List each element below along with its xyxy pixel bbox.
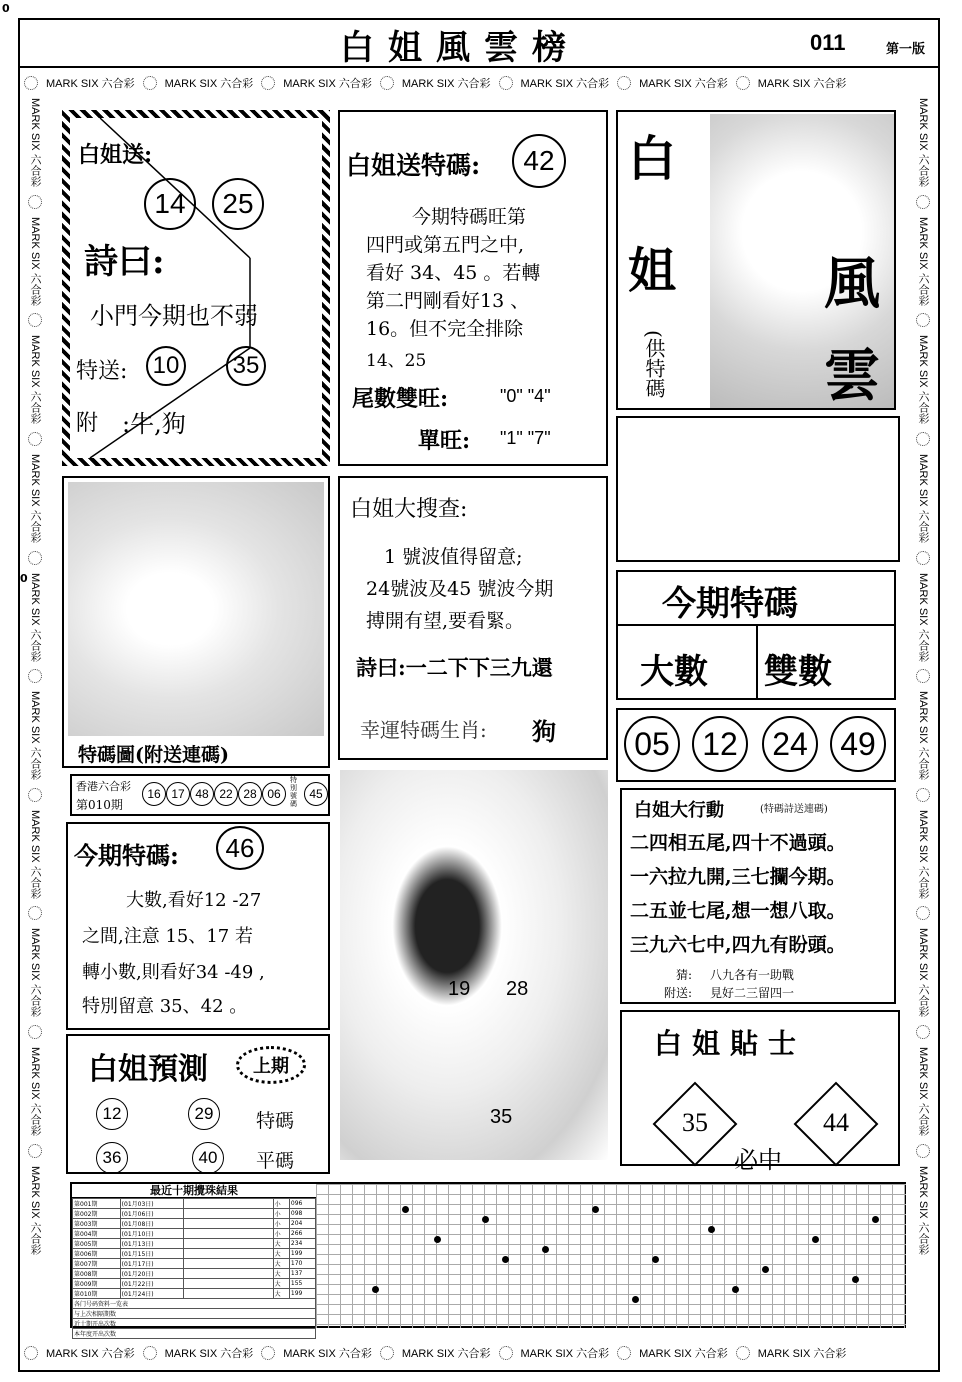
box8-row2-label: 平碼 xyxy=(256,1150,295,1172)
banner-text: MARK SIX 六合彩 xyxy=(917,335,929,424)
flower-icon xyxy=(28,551,42,565)
photo-num-3: 35 xyxy=(490,1106,513,1128)
box7-line-3: 轉小數,則看好34 -49 , xyxy=(82,962,265,983)
hk-num-6: 06 xyxy=(262,782,286,806)
banner-left xyxy=(24,98,46,1338)
box2-line-2: 四門或第五門之中, xyxy=(366,234,525,256)
issue-number: 011 xyxy=(810,30,846,55)
box1-tesong-num-1: 10 xyxy=(146,346,186,386)
banner-text: MARK SIX 六合彩 xyxy=(401,1348,491,1360)
banner-right xyxy=(912,98,934,1338)
results-left xyxy=(72,1184,316,1338)
box2-heading: 白姐送特碼: xyxy=(346,151,481,180)
box10-num-2: 44 xyxy=(823,1108,849,1137)
box2-line-3: 看好 34、45 。若轉 xyxy=(366,262,541,284)
banner-text: MARK SIX 六合彩 xyxy=(757,1348,847,1360)
table-row: 第001期 (01月03日) 小 096 xyxy=(73,1199,316,1209)
flower-icon xyxy=(28,313,42,327)
banner-text: MARK SIX 六合彩 xyxy=(29,572,41,662)
box7-heading: 今期特碼: xyxy=(74,841,179,870)
flower-icon xyxy=(28,432,42,446)
box4-lucky-val: 狗 xyxy=(532,717,556,746)
box2-single-vals: "1" "7" xyxy=(500,428,551,448)
box8-badge: 上期 xyxy=(236,1046,306,1084)
banner-text: MARK SIX 六合彩 xyxy=(29,928,41,1017)
result-dot xyxy=(812,1236,819,1243)
flower-icon xyxy=(916,432,930,446)
results-title: 最近十期攪珠結果 xyxy=(72,1184,316,1198)
banner-text: MARK SIX 六合彩 xyxy=(29,216,41,306)
banner-text: MARK SIX 六合彩 xyxy=(917,216,929,306)
table-row: 第002期 (01月06日) 小 098 xyxy=(73,1209,316,1219)
hk-label-2: 第010期 xyxy=(76,798,123,812)
box5-right: 雙數 xyxy=(764,652,832,692)
result-dot xyxy=(434,1236,441,1243)
corner-mark-mid: 0 xyxy=(20,572,28,585)
flower-icon xyxy=(380,1346,394,1360)
box5-left: 大數 xyxy=(640,652,708,692)
box9-line-3: 二五並七尾,想一想八取。 xyxy=(630,900,846,922)
box1-tesong-label: 特送: xyxy=(76,359,128,384)
box9-sub: (特碼詩送連碼) xyxy=(760,804,828,815)
flower-icon xyxy=(617,76,631,90)
box4-line-2: 24號波及45 號波今期 xyxy=(366,578,554,600)
box3-vert-2: 姐 xyxy=(628,243,677,299)
banner-text: MARK SIX 六合彩 xyxy=(283,1348,372,1360)
box4-poem: 詩曰:一二下下三九還 xyxy=(356,655,553,680)
box1-heading: 白姐送: xyxy=(78,142,153,168)
banner-text: MARK SIX 六合彩 xyxy=(917,1165,929,1255)
banner-text: MARK SIX 六合彩 xyxy=(917,691,929,780)
hk-num-5: 28 xyxy=(238,782,262,806)
box4-line-1: 1 號波值得留意; xyxy=(384,546,523,568)
hk-num-4: 22 xyxy=(214,782,238,806)
box1-num-2: 25 xyxy=(212,178,264,230)
result-dot xyxy=(872,1216,879,1223)
banner-text: MARK SIX 六合彩 xyxy=(757,78,847,90)
table-row: 第004期 (01月10日) 小 266 xyxy=(73,1229,316,1239)
table-row: 第006期 (01月15日) 大 199 xyxy=(73,1249,316,1259)
box9-guess-label: 猜: xyxy=(676,968,693,982)
box3-vert-3: 風 xyxy=(824,251,880,317)
result-dot xyxy=(502,1256,509,1263)
box9-line-2: 一六拉九開,三七攔今期。 xyxy=(630,866,846,888)
result-dot xyxy=(482,1216,489,1223)
box1-fu-text: :牛,狗 xyxy=(122,410,186,438)
table-row: 各门号码资料一览表 xyxy=(73,1299,316,1309)
result-dot xyxy=(542,1246,549,1253)
page-title: 白姐風雲榜 xyxy=(340,28,580,68)
flower-icon xyxy=(28,669,42,683)
box3-small: (供特碼 xyxy=(642,330,666,398)
photo-num-2: 28 xyxy=(506,978,529,1000)
table-row: 第009期 (01月22日) 大 155 xyxy=(73,1279,316,1289)
box1-tesong-num-2: 35 xyxy=(226,346,266,386)
box9-line-1: 二四相五尾,四十不過頭。 xyxy=(630,832,846,854)
flower-icon xyxy=(617,1346,631,1360)
box2-line-5: 16。但不完全排除 xyxy=(366,318,524,340)
box2-line-6: 14、25 xyxy=(366,351,427,371)
box4-line-3: 搏開有望,要看緊。 xyxy=(366,610,525,632)
photo-num-1: 19 xyxy=(448,978,471,1000)
banner-text: MARK SIX 六合彩 xyxy=(46,1348,135,1360)
box7-num: 46 xyxy=(216,826,264,870)
flower-icon xyxy=(916,1025,930,1039)
flower-icon xyxy=(916,551,930,565)
illustration-caption: 特碼圖(附送連碼) xyxy=(78,744,229,766)
result-dot xyxy=(372,1286,379,1293)
box10-num-1: 35 xyxy=(682,1108,708,1137)
flower-icon xyxy=(28,906,42,920)
flower-icon xyxy=(736,1346,750,1360)
box5-divider-v xyxy=(756,624,758,700)
box10-note: 必中 xyxy=(734,1146,782,1174)
box2-line-4: 第二門剛看好13 、 xyxy=(366,290,530,312)
banner-bottom xyxy=(24,1342,904,1364)
blank-box xyxy=(616,416,900,562)
flower-icon xyxy=(916,195,930,209)
box2-tail-vals: "0" "4" xyxy=(500,386,551,406)
box2-tail-label: 尾數雙旺: xyxy=(352,386,449,412)
banner-text: MARK SIX 六合彩 xyxy=(46,78,135,90)
box8-row1-b: 29 xyxy=(188,1098,220,1130)
banner-text: MARK SIX 六合彩 xyxy=(520,1348,610,1360)
banner-text: MARK SIX 六合彩 xyxy=(520,78,610,90)
hk-special: 45 xyxy=(304,782,328,806)
box8-heading: 白姐預測 xyxy=(88,1052,208,1087)
box8-row2-b: 40 xyxy=(192,1142,224,1174)
photo-box xyxy=(340,770,608,1160)
box2-single-label: 單旺: xyxy=(418,428,471,454)
box8-row1-label: 特碼 xyxy=(256,1110,295,1132)
hk-label-1: 香港六合彩 xyxy=(76,780,131,793)
banner-text: MARK SIX 六合彩 xyxy=(917,1047,929,1136)
hk-special-label: 特別號碼 xyxy=(290,776,297,808)
result-dot xyxy=(852,1276,859,1283)
box8-row1-a: 12 xyxy=(96,1098,128,1130)
table-row: 与上次相隔期数 xyxy=(73,1309,316,1319)
flower-icon xyxy=(24,1346,38,1360)
illustration-image xyxy=(68,482,324,736)
table-row: 第010期 (01月24日) 大 199 xyxy=(73,1289,316,1299)
box7-line-4: 特別留意 35、42 。 xyxy=(82,996,248,1017)
box1-fu-label: 附 xyxy=(76,411,99,436)
box1-poem-label: 詩曰: xyxy=(84,242,165,282)
box1-num-1: 14 xyxy=(144,178,196,230)
box9-fu-label: 附送: xyxy=(664,986,693,1000)
flower-icon xyxy=(261,76,275,90)
flower-icon xyxy=(28,788,42,802)
box4-heading: 白姐大搜查: xyxy=(350,497,468,522)
banner-text: MARK SIX 六合彩 xyxy=(29,453,41,543)
table-row: 第003期 (01月08日) 小 204 xyxy=(73,1219,316,1229)
banner-top xyxy=(24,72,904,94)
box2-num: 42 xyxy=(512,134,566,188)
box6-num-1: 05 xyxy=(624,716,680,772)
box7-line-1: 大數,看好12 -27 xyxy=(126,890,262,911)
flower-icon xyxy=(916,788,930,802)
banner-text: MARK SIX 六合彩 xyxy=(29,1165,41,1255)
result-dot xyxy=(732,1286,739,1293)
banner-text: MARK SIX 六合彩 xyxy=(29,335,41,424)
banner-text: MARK SIX 六合彩 xyxy=(164,1348,254,1360)
edition-label: 第一版 xyxy=(886,42,926,57)
banner-text: MARK SIX 六合彩 xyxy=(283,78,372,90)
hk-num-3: 48 xyxy=(190,782,214,806)
banner-text: MARK SIX 六合彩 xyxy=(917,98,929,187)
hk-num-2: 17 xyxy=(166,782,190,806)
banner-text: MARK SIX 六合彩 xyxy=(29,691,41,780)
box6-num-4: 49 xyxy=(830,716,886,772)
flower-icon xyxy=(916,1144,930,1158)
flower-icon xyxy=(28,1025,42,1039)
flower-icon xyxy=(916,313,930,327)
flower-icon xyxy=(916,669,930,683)
box1-lines xyxy=(70,118,322,458)
box9-line-4: 三九六七中,四九有盼頭。 xyxy=(630,934,846,956)
flower-icon xyxy=(143,1346,157,1360)
flower-icon xyxy=(143,76,157,90)
results-table xyxy=(70,1182,906,1338)
banner-text: MARK SIX 六合彩 xyxy=(917,809,929,899)
banner-text: MARK SIX 六合彩 xyxy=(401,78,491,90)
result-dot xyxy=(762,1266,769,1273)
table-row: 本年度开出次数 xyxy=(73,1329,316,1339)
result-dot xyxy=(632,1296,639,1303)
flower-icon xyxy=(261,1346,275,1360)
result-dot xyxy=(708,1226,715,1233)
box3-vert-1: 白 xyxy=(628,131,677,187)
box4-lucky-label: 幸運特碼生肖: xyxy=(360,718,487,742)
banner-text: MARK SIX 六合彩 xyxy=(917,453,929,543)
box6-num-3: 24 xyxy=(762,716,818,772)
flower-icon xyxy=(499,76,513,90)
table-row: 第008期 (01月20日) 大 137 xyxy=(73,1269,316,1279)
flower-icon xyxy=(28,195,42,209)
box10-heading: 白姐貼士 xyxy=(654,1027,807,1060)
result-dot xyxy=(592,1206,599,1213)
banner-text: MARK SIX 六合彩 xyxy=(917,928,929,1017)
banner-text: MARK SIX 六合彩 xyxy=(917,572,929,662)
box7-line-2: 之間,注意 15、17 若 xyxy=(82,926,253,947)
result-dot xyxy=(402,1206,409,1213)
box2-line-1: 今期特碼旺第 xyxy=(412,206,527,228)
table-row: 近十期开出次数 xyxy=(73,1319,316,1329)
corner-mark-top: 0 xyxy=(2,2,10,15)
flower-icon xyxy=(28,1144,42,1158)
box1-poem: 小門今期也不弱 xyxy=(90,302,258,330)
flower-icon xyxy=(24,76,38,90)
flower-icon xyxy=(380,76,394,90)
flower-icon xyxy=(916,906,930,920)
banner-text: MARK SIX 六合彩 xyxy=(29,1047,41,1136)
box6-num-2: 12 xyxy=(692,716,748,772)
table-row: 第005期 (01月13日) 大 234 xyxy=(73,1239,316,1249)
box5-heading: 今期特碼 xyxy=(662,584,798,624)
banner-text: MARK SIX 六合彩 xyxy=(639,78,728,90)
banner-text: MARK SIX 六合彩 xyxy=(639,1348,728,1360)
box3-vert-4: 雲 xyxy=(824,343,880,409)
result-dot xyxy=(652,1256,659,1263)
banner-text: MARK SIX 六合彩 xyxy=(29,98,41,187)
box9-fu: 見好二三留四一 xyxy=(710,986,795,1000)
flower-icon xyxy=(499,1346,513,1360)
flower-icon xyxy=(736,76,750,90)
results-rows xyxy=(72,1198,316,1339)
box9-guess: 八九各有一助戰 xyxy=(710,968,795,982)
hk-num-1: 16 xyxy=(142,782,166,806)
box9-heading: 白姐大行動 xyxy=(634,800,724,821)
banner-text: MARK SIX 六合彩 xyxy=(29,809,41,899)
table-row: 第007期 (01月17日) 大 170 xyxy=(73,1259,316,1269)
box8-row2-a: 36 xyxy=(96,1142,128,1174)
banner-text: MARK SIX 六合彩 xyxy=(164,78,254,90)
